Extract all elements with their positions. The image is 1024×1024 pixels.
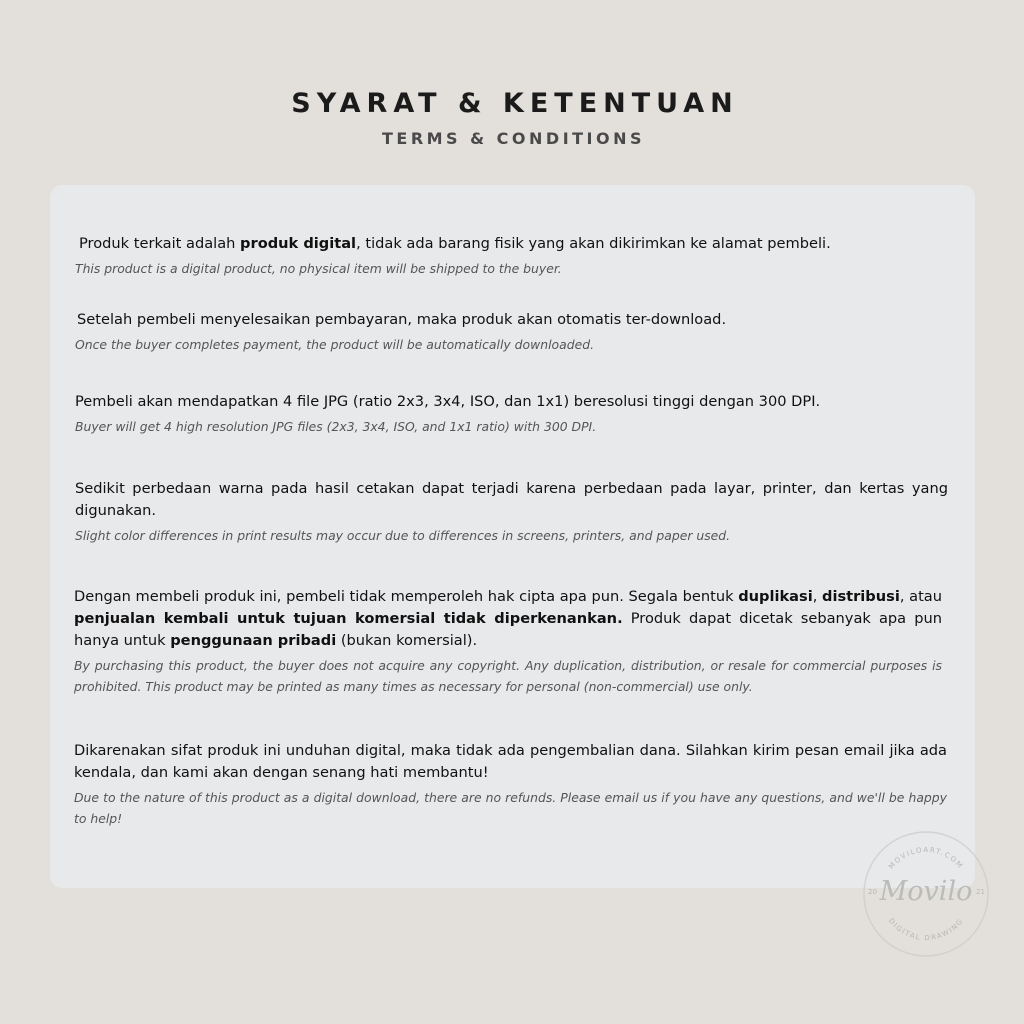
term-text-en: This product is a digital product, no physical item will be shipped to the buyer.	[75, 261, 562, 276]
page-header	[0, 88, 1024, 148]
term-bold-text: penggunaan pribadi	[170, 632, 337, 649]
watermark-tagline-text: DIGITAL DRAWING	[886, 916, 966, 943]
term-text-en: Buyer will get 4 high resolution JPG files (2x3, 3x4, ISO, and 1x1 ratio) with 300 DPI.	[75, 419, 597, 434]
term-item	[74, 586, 942, 697]
term-text-id	[75, 309, 948, 331]
page-subtitle: TERMS & CONDITIONS	[381, 129, 646, 148]
term-text-en: Once the buyer completes payment, the product will be automatically downloaded.	[75, 337, 595, 352]
watermark-site-text: MOVILOART.COM	[887, 845, 965, 871]
term-text: Setelah pembeli menyelesaikan pembayaran, maka produk akan otomatis ter-download.	[77, 311, 727, 328]
term-text: ,	[812, 588, 822, 605]
term-text-id	[74, 740, 947, 784]
term-item	[75, 233, 948, 279]
term-text-en: By purchasing this product, the buyer does not acquire any copyright. Any duplication, distribution, or resale for commercial purposes is prohibited. This product may be printed as many times as necessary for personal (non-commercial) use only.	[74, 658, 942, 694]
term-text-en: Due to the nature of this product as a digital download, there are no refunds. Please email us if you have any questions, and we'll be happy to help!	[74, 790, 947, 826]
term-text-id	[74, 586, 942, 652]
term-text: Dikarenakan sifat produk ini unduhan digital, maka tidak ada pengembalian dana. Silahkan kirim pesan email jika ada kendala, dan kami akan dengan senang hati membantu!	[74, 742, 947, 781]
term-text: Produk dapat dicetak sebanyak apa pun hanya untuk	[74, 610, 942, 649]
term-text: (bukan komersial).	[336, 632, 478, 649]
term-text-id	[75, 391, 948, 413]
watermark-year-left: 20	[868, 888, 877, 896]
terms-card	[50, 185, 975, 888]
term-bold-text: produk digital	[240, 235, 357, 252]
term-text: Produk terkait adalah	[79, 235, 241, 252]
term-text: Sedikit perbedaan warna pada hasil cetakan dapat terjadi karena perbedaan pada layar, printer, dan kertas yang digunakan.	[75, 480, 948, 519]
term-bold-text: duplikasi	[738, 588, 813, 605]
term-text-id	[75, 233, 948, 255]
page-title: SYARAT & KETENTUAN	[291, 88, 739, 119]
term-item	[75, 391, 948, 437]
term-bold-text: distribusi	[822, 588, 900, 605]
term-item	[74, 740, 947, 829]
watermark-brand-text: Movilo	[879, 876, 973, 907]
watermark-year-right: 21	[976, 888, 985, 896]
term-item	[75, 478, 948, 546]
term-item	[75, 309, 948, 355]
term-text: , tidak ada barang fisik yang akan dikirimkan ke alamat pembeli.	[356, 235, 831, 252]
movilo-watermark-seal	[862, 830, 990, 958]
term-text: , atau	[899, 588, 942, 605]
term-text: Pembeli akan mendapatkan 4 file JPG (ratio 2x3, 3x4, ISO, dan 1x1) beresolusi tinggi dengan 300 DPI.	[75, 393, 821, 410]
term-bold-text: penjualan kembali untuk tujuan komersial tidak diperkenankan.	[74, 610, 623, 627]
term-text-id	[75, 478, 948, 522]
term-text-en: Slight color differences in print results may occur due to differences in screens, printers, and paper used.	[75, 528, 731, 543]
term-text: Dengan membeli produk ini, pembeli tidak memperoleh hak cipta apa pun. Segala bentuk	[74, 588, 739, 605]
